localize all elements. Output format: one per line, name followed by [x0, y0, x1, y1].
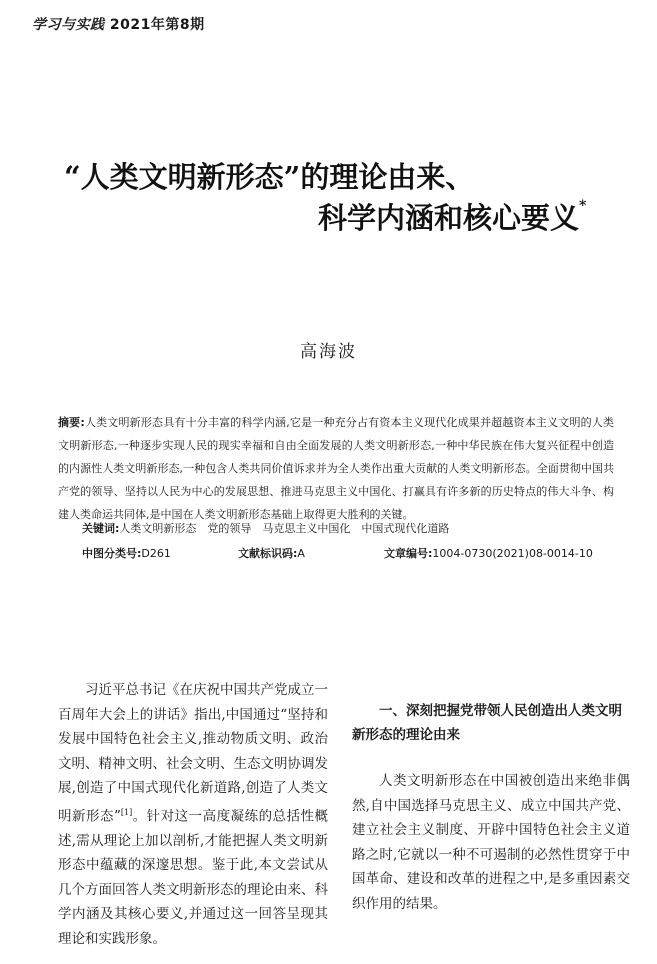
abstract-text: 人类文明新形态具有十分丰富的科学内涵,它是一种充分占有资本主义现代化成果并超越资本主义文明的人类文明新形态,一种逐步实现人民的现实幸福和自由全面发展的人类文明新形态,一种中华民族在伟大复兴征程中创造的内源性人类文明新形态,一种包含人类共同价值诉求并为全人类作出重大贡献的人类文明新形态。全面贯彻中国共产党的领导、坚持以人民为中心的发展思想、推进马克思主义中国化、打赢具有许多新的历史特点的伟大斗争、构建人类命运共同体,是中国在人类文明新形态基础上取得更大胜利的关键。 [58, 416, 614, 521]
document-code [238, 545, 305, 561]
article-title-line1: “人类文明新形态”的理论由来、 [64, 160, 475, 194]
clc-number [82, 545, 171, 561]
journal-header [32, 14, 205, 34]
clc-label: 中图分类号: [82, 547, 142, 560]
journal-name: 学习与实践 [32, 17, 105, 33]
keywords-text: 人类文明新形态 党的领导 马克思主义中国化 中国式现代化道路 [119, 522, 450, 535]
abstract [58, 411, 614, 526]
keywords [82, 520, 449, 536]
section-heading: 一、深刻把握党带领人民创造出人类文明新形态的理论由来 [352, 703, 622, 743]
section-paragraph: 人类文明新形态在中国被创造出来绝非偶然,自中国选择马克思主义、成立中国共产党、建立社会主义制度、开辟中国特色社会主义道路之时,它就以一种不可遏制的必然性贯穿于中国革命、建设和改革的进程之中,是多重因素交织作用的结果。 [352, 773, 630, 912]
article-title-line2-text: 科学内涵和核心要义 [318, 201, 580, 235]
clc-value: D261 [141, 547, 171, 560]
issue-number: 2021年第8期 [109, 17, 205, 33]
author-name: 高海波 [300, 342, 357, 362]
article-value: 1004-0730(2021)08-0014-10 [432, 547, 593, 560]
abstract-label: 摘要: [58, 416, 85, 429]
intro-text: 习近平总书记《在庆祝中国共产党成立一百周年大会上的讲话》指出,中国通过“坚持和发展中国特色社会主义,推动物质文明、政治文明、精神文明、社会文明、生态文明协调发展,创造了中国式现代化新道路,创造了人类文明新形态” [58, 682, 328, 824]
doc-label: 文献标识码: [238, 547, 298, 560]
article-label: 文章编号: [384, 547, 433, 560]
article-title-line2 [0, 196, 657, 237]
doc-value: A [297, 547, 305, 560]
title-footnote-mark: * [579, 198, 587, 214]
intro-text-cont: 。针对这一高度凝练的总括性概述,需从理论上加以剖析,才能把握人类文明新形态中蕴藏的深邃思想。鉴于此,本文尝试从几个方面回答人类文明新形态的理论由来、科学内涵及其核心要义,并通过这一回答呈现其理论和实践形象。 [58, 808, 329, 947]
intro-paragraph [58, 678, 328, 951]
citation-ref: [1] [120, 807, 133, 817]
article-number [384, 545, 593, 561]
keywords-label: 关键词: [82, 522, 120, 535]
